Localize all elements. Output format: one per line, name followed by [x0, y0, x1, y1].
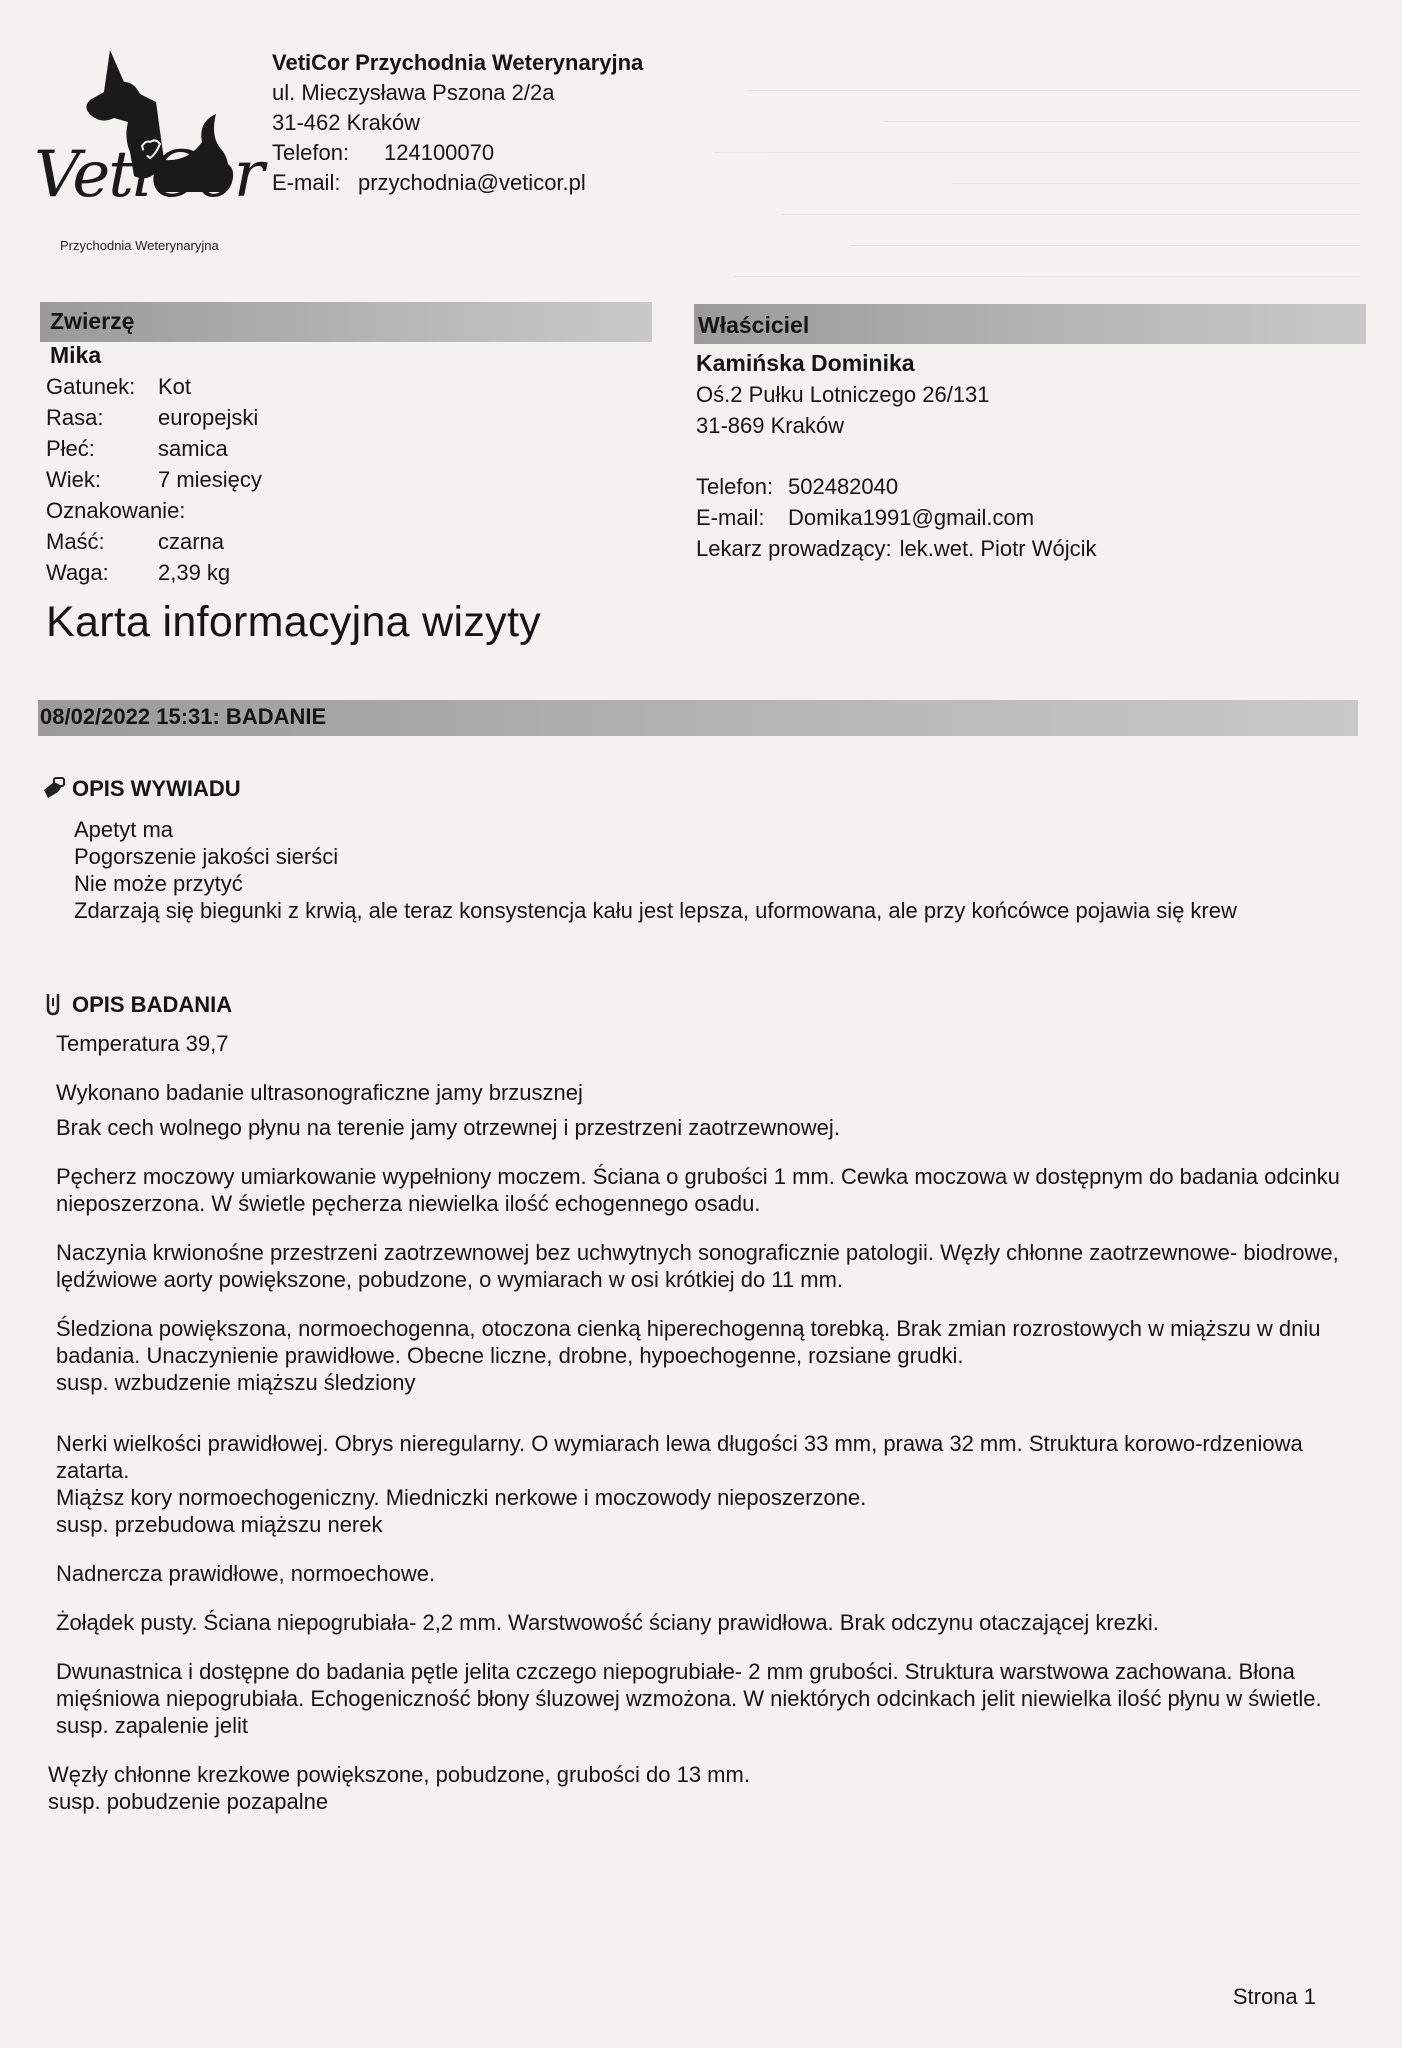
owner-doctor-label: Lekarz prowadzący:: [696, 536, 892, 561]
clinic-email-label: E-mail:: [272, 170, 341, 195]
exam-icon: [40, 992, 66, 1018]
interview-body: [74, 816, 1354, 924]
exam-paragraph: Węzły chłonne krezkowe powiększone, pobudzone, grubości do 13 mm. susp. pobudzenie pozapalne: [48, 1762, 750, 1814]
animal-name: Mika: [50, 342, 102, 368]
owner-name: Kamińska Dominika: [696, 350, 915, 376]
field-value: czarna: [158, 529, 225, 554]
clinic-phone-row: [272, 138, 643, 168]
interview-line: Nie może przytyć: [74, 871, 243, 896]
owner-email-label: E-mail:: [696, 505, 765, 530]
interview-icon: [40, 776, 66, 802]
exam-paragraph: Temperatura 39,7: [56, 1031, 229, 1056]
clinic-info: [272, 48, 643, 198]
clinic-logo: [34, 42, 263, 262]
exam-paragraph: Żołądek pusty. Ściana niepogrubiała- 2,2 mm. Warstwowość ściany prawidłowa. Brak odczynu otaczającej krezki.: [56, 1610, 1159, 1635]
exam-paragraph: Wykonano badanie ultrasonograficzne jamy brzusznej: [56, 1080, 583, 1105]
clinic-email-row: [272, 168, 643, 198]
logo-subtitle: Przychodnia Weterynaryjna: [60, 238, 219, 253]
owner-phone-row: [696, 471, 1096, 502]
interview-line: Zdarzają się biegunki z krwią, ale teraz konsystencja kału jest lepsza, uformowana, ale przy końcówce pojawia się krew: [74, 898, 1237, 923]
field-value: samica: [158, 436, 228, 461]
animal-field-sex: [46, 433, 262, 464]
clinic-phone-label: Telefon:: [272, 140, 350, 165]
owner-phone: 502482040: [788, 474, 899, 499]
animal-info: [46, 340, 262, 588]
owner-email-row: [696, 502, 1096, 533]
show-through-texture: [680, 60, 1360, 308]
field-label: Oznakowanie:: [46, 498, 186, 523]
field-value: Kot: [158, 374, 192, 399]
animal-field-marking: [46, 495, 262, 526]
field-label: Rasa:: [46, 405, 104, 430]
exam-header-label: OPIS BADANIA: [72, 992, 233, 1017]
animal-field-age: [46, 464, 262, 495]
animal-field-breed: [46, 402, 262, 433]
interview-line: Pogorszenie jakości sierści: [74, 844, 339, 869]
page-number: Strona 1: [1232, 1984, 1316, 2009]
field-value: 2,39 kg: [158, 560, 231, 585]
owner-phone-label: Telefon:: [696, 474, 774, 499]
exam-paragraph: Naczynia krwionośne przestrzeni zaotrzewnowej bez uchwytnych sonograficznie patologii. Węzły chłonne zaotrzewnowe- biodrowe, lędźwiowe aorty powiększone, pobudzone, o wymiarach w osi krótkiej do 11 mm.: [56, 1240, 1339, 1292]
field-label: Płeć:: [46, 436, 95, 461]
interview-header-label: OPIS WYWIADU: [72, 776, 241, 801]
clinic-city: 31-462 Kraków: [272, 110, 420, 135]
exam-paragraph: Nerki wielkości prawidłowej. Obrys nieregularny. O wymiarach lewa długości 33 mm, prawa 32 mm. Struktura korowo-rdzeniowa zatarta. Miąższ kory normoechogeniczny. Miedniczki nerkowe i moczowody nieposzerzone. susp. przebudowa miąższu nerek: [56, 1431, 1303, 1537]
owner-city: 31-869 Kraków: [696, 413, 844, 438]
animal-field-species: [46, 371, 262, 402]
owner-doctor: lek.wet. Piotr Wójcik: [899, 536, 1097, 561]
field-label: Maść:: [46, 529, 105, 554]
field-label: Gatunek:: [46, 374, 136, 399]
page-title: Karta informacyjna wizyty: [46, 598, 541, 646]
exam-paragraph: Dwunastnica i dostępne do badania pętle jelita czczego niepogrubiałe- 2 mm grubości. Struktura warstwowa zachowana. Błona mięśniowa niepogrubiała. Echogeniczność błony śluzowej wzmożona. W niektórych odcinkach jelit niewielka ilość płynu w świetle. susp. zapalenie jelit: [56, 1659, 1322, 1738]
animal-header: Zwierzę: [50, 308, 135, 334]
exam-paragraph: Śledziona powiększona, normoechogenna, otoczona cienką hiperechogenną torebką. Brak zmian rozrostowych w miąższu w dniu badania. Unaczynienie prawidłowe. Obecne liczne, drobne, hypoechogenne, rozsiane grudki. susp. wzbudzenie miąższu śledziony: [56, 1316, 1321, 1395]
clinic-email: przychodnia@veticor.pl: [358, 170, 586, 195]
exam-paragraph: Brak cech wolnego płynu na terenie jamy otrzewnej i przestrzeni zaotrzewnowej.: [56, 1115, 840, 1140]
clinic-name: VetiCor Przychodnia Weterynaryjna: [272, 50, 644, 75]
exam-header: [40, 992, 232, 1018]
owner-doctor-row: [696, 533, 1096, 564]
animal-field-color: [46, 526, 262, 557]
field-value: 7 miesięcy: [158, 467, 262, 492]
exam-body: [48, 1030, 1346, 1837]
interview-header: [40, 776, 241, 802]
owner-header: Właściciel: [698, 312, 810, 338]
exam-paragraph: Nadnercza prawidłowe, normoechowe.: [56, 1561, 436, 1586]
clinic-address: ul. Mieczysława Pszona 2/2a: [272, 80, 555, 105]
field-value: europejski: [158, 405, 259, 430]
field-label: Waga:: [46, 560, 109, 585]
interview-line: Apetyt ma: [74, 817, 174, 842]
owner-info: [696, 348, 1096, 564]
animal-field-weight: [46, 557, 262, 588]
visit-header: 08/02/2022 15:31: BADANIE: [40, 704, 327, 729]
owner-street: Oś.2 Pułku Lotniczego 26/131: [696, 382, 990, 407]
exam-paragraph: Pęcherz moczowy umiarkowanie wypełniony moczem. Ściana o grubości 1 mm. Cewka moczowa w dostępnym do badania odcinku nieposzerzona. W świetle pęcherza niewielka ilość echogennego osadu.: [56, 1164, 1340, 1216]
owner-email: Domika1991@gmail.com: [788, 505, 1035, 530]
clinic-phone: 124100070: [384, 140, 495, 165]
field-label: Wiek:: [46, 467, 101, 492]
logo-wordmark: VetiCor: [34, 138, 263, 212]
